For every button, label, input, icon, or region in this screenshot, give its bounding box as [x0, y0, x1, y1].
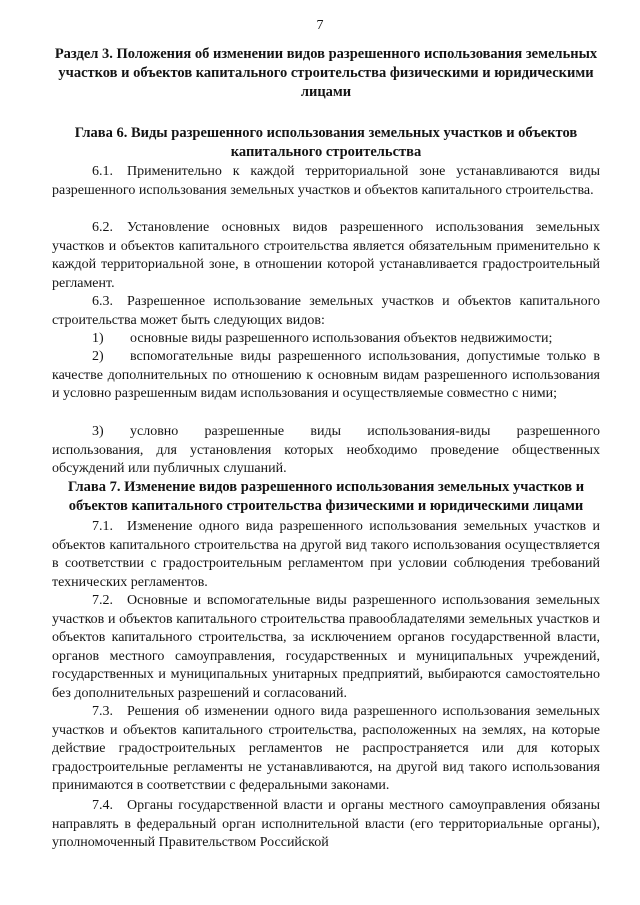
- chapter-6-title: Глава 6. Виды разрешенного использования земельных участков и объектов капитального строительства: [74, 125, 578, 160]
- paragraph-7-2: 7.2. Основные и вспомогательные виды разрешенного использования земельных участков и объектов капитального строительства правообладателями земельных участков и объектов капитального строительства, за исключением органов государственной власти, органов местного самоуправления, государственных и муниципальных учреждений, государственных и муниципальных унитарных предприятий, выбираются самостоятельно без дополнительных разрешений и согласований.: [52, 593, 600, 701]
- list-item-text: основные виды разрешенного использования объектов недвижимости;: [130, 331, 553, 346]
- list-item-3: [52, 423, 600, 479]
- list-item-text: вспомогательные виды разрешенного использования, допустимые только в качестве дополнительных по отношению к основным видам разрешенного использования и условно разрешенным видам использования и осуществляемые совместно с ними;: [52, 349, 600, 402]
- paragraph-7-4: 7.4. Органы государственной власти и органы местного самоуправления обязаны направлять в федеральный орган исполнительной власти (его территориальные органы), уполномоченный Правительством Российской: [52, 798, 600, 851]
- paragraph-7-1: 7.1. Изменение одного вида разрешенного использования земельных участков и объектов капитального строительства на другой вид такого использования осуществляется в соответствии с градостроительным регламентом при условии соблюдения требований технических регламентов.: [52, 519, 600, 590]
- paragraph-6-3: 6.3. Разрешенное использование земельных участков и объектов капитального строительства может быть следующих видов:: [52, 294, 600, 328]
- list-item-2: [52, 348, 600, 404]
- section-title: Раздел 3. Положения об изменении видов разрешенного использования земельных участков и объектов капитального строительства физическими и юридическими лицами: [54, 46, 598, 100]
- list-item-number: 1): [92, 331, 104, 346]
- paragraph-6-2: 6.2. Установление основных видов разрешенного использования земельных участков и объектов капитального строительства является обязательным применительно к каждой территориальной зоне, в отношении которой устанавливается градостроительный регламент.: [52, 220, 600, 291]
- page-number: 7: [316, 18, 324, 33]
- chapter-7-title: Глава 7. Изменение видов разрешенного использования земельных участков и объектов капитального строительства физическими и юридическими лицами: [67, 479, 585, 514]
- list-item-number: 2): [92, 349, 104, 364]
- list-item-1: [52, 330, 600, 349]
- list-item-text: условно разрешенные виды использования-виды разрешенного использования, для установления которых необходимо проведение общественных обсуждений или публичных слушаний.: [52, 424, 600, 477]
- list-item-number: 3): [92, 424, 104, 439]
- paragraph-6-1: 6.1. Применительно к каждой территориальной зоне устанавливаются виды разрешенного использования земельных участков и объектов капитального строительства.: [52, 164, 600, 198]
- paragraph-7-3: 7.3. Решения об изменении одного вида разрешенного использования земельных участков и объектов капитального строительства, расположенных на землях, на которые действие градостроительных регламентов не распространяется или для которых градостроительные регламенты не устанавливаются, на другой вид такого использования принимаются в соответствии с федеральными законами.: [52, 704, 600, 794]
